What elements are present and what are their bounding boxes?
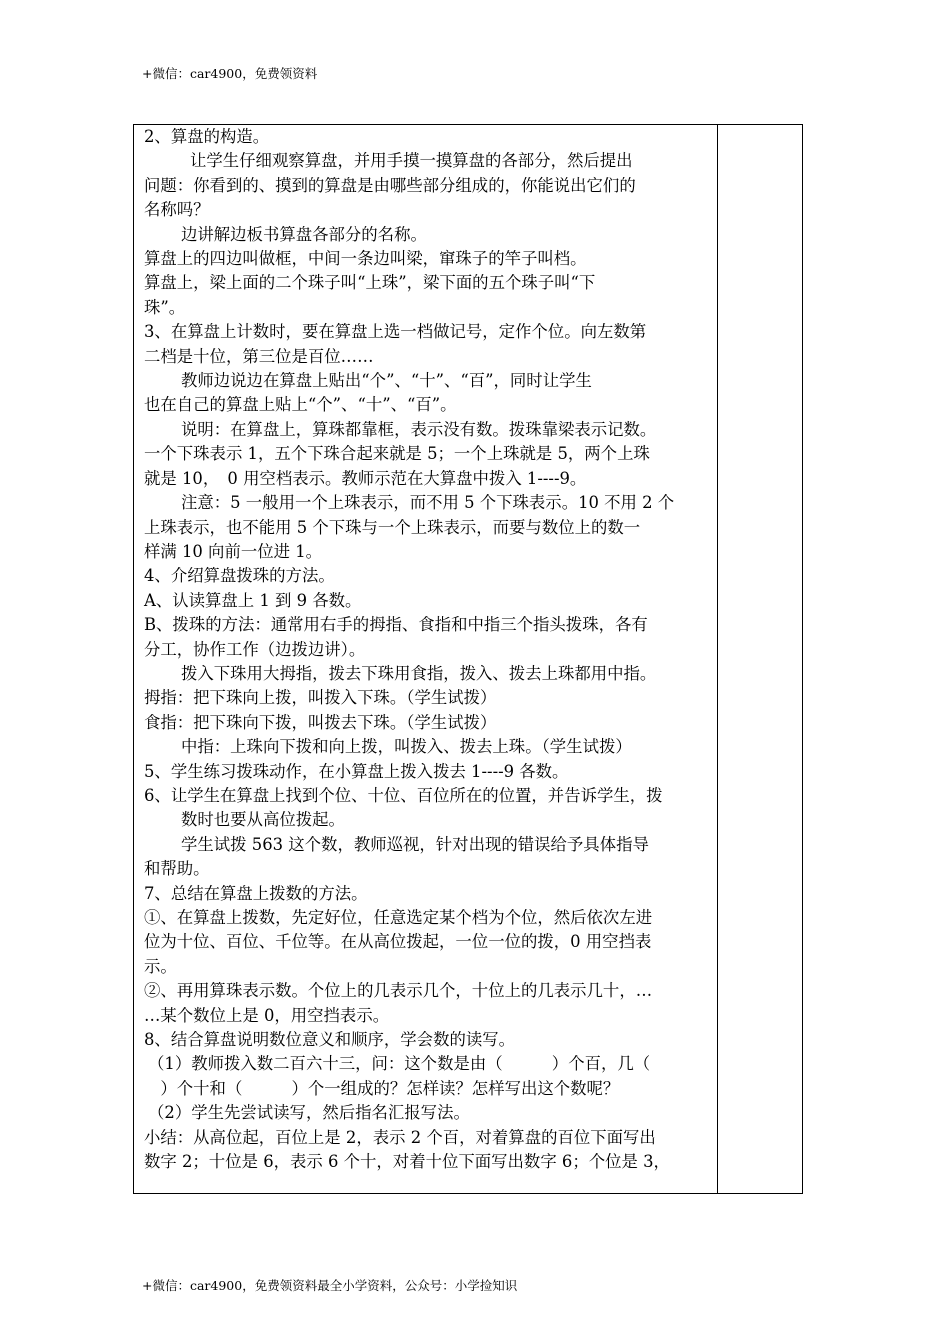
text-line: 边讲解边板书算盘各部分的名称。 xyxy=(181,224,427,244)
lesson-content-cell xyxy=(134,125,718,1193)
text-line: 珠”。 xyxy=(144,297,186,317)
text-line: 位为十位、百位、千位等。在从高位拨起，一位一位的拨，0 用空挡表 xyxy=(144,932,652,952)
text-line: 食指：把下珠向下拨，叫拨去下珠。（学生试拨） xyxy=(144,712,497,732)
notes-cell xyxy=(718,125,802,1193)
text-line: 数字 2；十位是 6，表示 6 个十，对着十位下面写出数字 6；个位是 3， xyxy=(144,1152,670,1172)
text-line: 示。 xyxy=(144,956,177,976)
text-line: ①、在算盘上拨数，先定好位，任意选定某个档为个位，然后依次左进 xyxy=(144,908,653,927)
text-line: 名称吗？ xyxy=(144,200,210,220)
text-line: 拇指：把下珠向上拨，叫拨入下珠。（学生试拨） xyxy=(144,688,497,708)
text-line: 上珠表示，也不能用 5 个下珠与一个上珠表示，而要与数位上的数一 xyxy=(144,517,641,537)
text-line: 问题：你看到的、摸到的算盘是由哪些部分组成的，你能说出它们的 xyxy=(144,175,636,195)
text-line: 6、让学生在算盘上找到个位、十位、百位所在的位置，并告诉学生，拨 xyxy=(144,785,663,805)
text-line: 和帮助。 xyxy=(144,859,210,879)
page-footer: +微信：car4900，免费领资料最全小学资料，公众号：小学捡知识 xyxy=(142,1278,518,1293)
lesson-table xyxy=(133,124,803,1194)
text-line: 中指：上珠向下拨和向上拨，叫拨入、拨去上珠。（学生试拨） xyxy=(181,737,632,757)
text-line: 二档是十位，第三位是百位…… xyxy=(144,346,374,366)
text-line: …某个数位上是 0，用空挡表示。 xyxy=(144,1005,390,1025)
text-line: 算盘上，梁上面的二个珠子叫“上珠”，梁下面的五个珠子叫“下 xyxy=(144,273,596,293)
text-line: 拨入下珠用大拇指，拨去下珠用食指，拨入、拨去上珠都用中指。 xyxy=(181,663,657,683)
text-line: 分工，协作工作（边拨边讲）。 xyxy=(144,639,366,659)
text-line: 8、结合算盘说明数位意义和顺序，学会数的读写。 xyxy=(144,1030,516,1050)
text-line: 2、算盘的构造。 xyxy=(144,127,270,146)
text-line: 5、学生练习拨珠动作，在小算盘上拨入拨去 1----9 各数。 xyxy=(144,761,569,781)
text-line: 样满 10 向前一位进 1。 xyxy=(144,541,323,561)
text-line: 注意：5 一般用一个上珠表示，而不用 5 个下珠表示。10 不用 2 个 xyxy=(181,493,675,513)
text-line: （2）学生先尝试读写，然后指名汇报写法。 xyxy=(148,1103,470,1123)
text-line: 小结：从高位起，百位上是 2，表示 2 个百，对着算盘的百位下面写出 xyxy=(144,1127,656,1147)
text-line: 算盘上的四边叫做框，中间一条边叫梁，窜珠子的竿子叫档。 xyxy=(144,249,587,269)
page-header: +微信：car4900，免费领资料 xyxy=(142,66,318,81)
text-line: 一个下珠表示 1，五个下珠合起来就是 5；一个上珠就是 5，两个上珠 xyxy=(144,444,650,464)
text-line: 就是 10， 0 用空档表示。教师示范在大算盘中拨入 1----9。 xyxy=(144,468,587,488)
text-line: ②、再用算珠表示数。个位上的几表示几个，十位上的几表示几十，… xyxy=(144,981,653,1001)
text-line: 教师边说边在算盘上贴出“个”、“十”、“百”，同时让学生 xyxy=(181,371,592,391)
text-line: （1）教师拨入数二百六十三，问：这个数是由（ ）个百，几（ xyxy=(148,1054,651,1074)
text-line: ）个十和（ ）个一组成的？怎样读？怎样写出这个数呢？ xyxy=(144,1078,620,1098)
text-line: 4、介绍算盘拨珠的方法。 xyxy=(144,566,335,586)
text-line: 学生试拨 563 这个数，教师巡视，针对出现的错误给予具体指导 xyxy=(181,834,649,854)
text-line: 7、总结在算盘上拨数的方法。 xyxy=(144,883,368,903)
text-line: 3、在算盘上计数时，要在算盘上选一档做记号，定作个位。向左数第 xyxy=(144,322,647,342)
text-line: 让学生仔细观察算盘，并用手摸一摸算盘的各部分，然后提出 xyxy=(190,151,633,171)
text-line: A、认读算盘上 1 到 9 各数。 xyxy=(144,590,362,610)
text-line: B、拨珠的方法：通常用右手的拇指、食指和中指三个指头拨珠，各有 xyxy=(144,615,648,635)
text-line: 数时也要从高位拨起。 xyxy=(181,810,345,830)
text-line: 说明：在算盘上，算珠都靠框，表示没有数。拨珠靠梁表示记数。 xyxy=(181,419,657,439)
text-line: 也在自己的算盘上贴上“个”、“十”、“百”。 xyxy=(144,395,457,415)
